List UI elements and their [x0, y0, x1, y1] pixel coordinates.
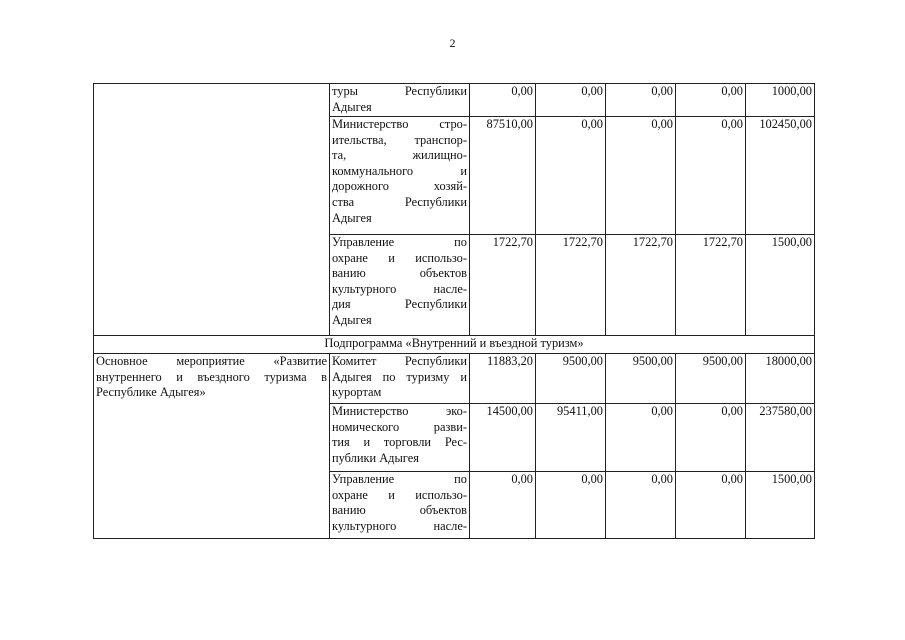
value-cell: 0,00 [470, 472, 536, 539]
org-cell: Министерство стро- ительства, транспор- та, жилищно- коммунального и дорожного хозяй- ства Республики Адыгея [330, 117, 470, 235]
org-cell: Управление по охране и использо- ванию объектов культурного насле- дия Республики Адыгея [330, 235, 470, 336]
value-cell: 11883,20 [470, 354, 536, 404]
value-cell: 9500,00 [676, 354, 746, 404]
funding-table [93, 83, 815, 539]
value-cell: 102450,00 [746, 117, 815, 235]
value-cell: 1722,70 [676, 235, 746, 336]
value-cell: 0,00 [536, 117, 606, 235]
value-cell: 95411,00 [536, 404, 606, 472]
page-number: 2 [449, 36, 456, 50]
value-cell: 1722,70 [470, 235, 536, 336]
value-cell: 0,00 [606, 84, 676, 117]
value-cell: 14500,00 [470, 404, 536, 472]
value-cell: 0,00 [536, 472, 606, 539]
value-cell: 0,00 [606, 404, 676, 472]
value-cell: 1000,00 [746, 84, 815, 117]
org-cell: Управление по охране и использо- ванию объектов культурного насле- [330, 472, 470, 539]
subprogram-title: Подпрограмма «Внутренний и въездной туризм» [94, 336, 815, 354]
value-cell: 0,00 [606, 117, 676, 235]
value-cell: 9500,00 [536, 354, 606, 404]
table-row [94, 336, 815, 354]
empty-activity-cell [94, 84, 330, 336]
value-cell: 0,00 [536, 84, 606, 117]
value-cell: 1722,70 [536, 235, 606, 336]
org-cell: туры Республики Адыгея [330, 84, 470, 117]
value-cell: 9500,00 [606, 354, 676, 404]
value-cell: 18000,00 [746, 354, 815, 404]
table-row [94, 354, 815, 404]
value-cell: 0,00 [606, 472, 676, 539]
value-cell: 87510,00 [470, 117, 536, 235]
value-cell: 1500,00 [746, 235, 815, 336]
org-cell: Министерство эко- номического разви- тия и торговли Рес- публики Адыгея [330, 404, 470, 472]
value-cell: 1500,00 [746, 472, 815, 539]
value-cell: 0,00 [676, 472, 746, 539]
table-row [94, 84, 815, 117]
value-cell: 237580,00 [746, 404, 815, 472]
value-cell: 0,00 [676, 84, 746, 117]
activity-cell: Основное мероприятие «Развитие внутреннего и въездного туризма в Республике Адыгея» [94, 354, 330, 539]
value-cell: 0,00 [676, 404, 746, 472]
org-cell: Комитет Республики Адыгея по туризму и курортам [330, 354, 470, 404]
value-cell: 0,00 [470, 84, 536, 117]
value-cell: 0,00 [676, 117, 746, 235]
value-cell: 1722,70 [606, 235, 676, 336]
